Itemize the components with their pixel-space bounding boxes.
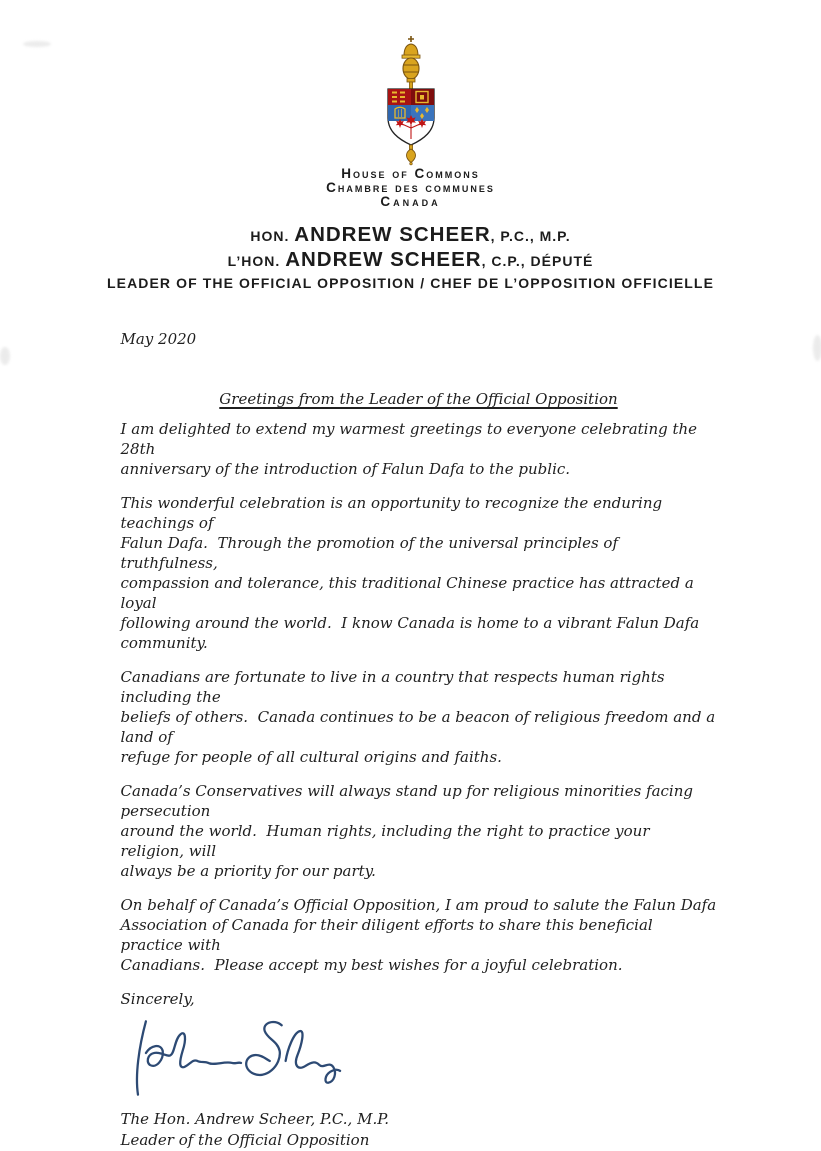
org-name-fr: Chambre des communes	[3, 181, 819, 195]
member-name-text-fr: ANDREW SCHEER	[285, 248, 481, 271]
signoff-name: The Hon. Andrew Scheer, P.C., M.P.	[121, 1109, 717, 1130]
honorific-prefix-en: HON.	[250, 228, 294, 244]
signoff-block	[121, 1109, 717, 1151]
letter-body	[121, 329, 717, 1151]
honorific-suffix-fr: , C.P., DÉPUTÉ	[482, 253, 594, 269]
org-block	[3, 167, 819, 209]
member-name-en	[3, 223, 819, 248]
letterhead	[3, 35, 819, 291]
role-title: LEADER OF THE OFFICIAL OPPOSITION / CHEF DE L’OPPOSITION OFFICIELLE	[3, 276, 819, 291]
paragraph-4	[121, 781, 717, 881]
paragraph-line: Canadians are fortunate to live in a country that respects human rights including the	[121, 667, 717, 707]
paragraph-line: Canada’s Conservatives will always stand up for religious minorities facing persecution	[121, 781, 717, 821]
paragraph-line: On behalf of Canada’s Official Opposition, I am proud to salute the Falun Dafa	[121, 895, 717, 915]
paragraph-line: compassion and tolerance, this traditional Chinese practice has attracted a loyal	[121, 573, 717, 613]
honorific-suffix-en: , P.C., M.P.	[491, 228, 571, 244]
house-of-commons-crest-icon	[365, 35, 457, 165]
paragraph-line: This wonderful celebration is an opportunity to recognize the enduring teachings of	[121, 493, 717, 533]
paragraph-5	[121, 895, 717, 975]
paragraph-line: around the world. Human rights, including the right to practice your religion, will	[121, 821, 717, 861]
letter-title	[121, 389, 717, 409]
handwritten-signature-icon	[135, 1017, 353, 1097]
member-name-fr	[3, 248, 819, 273]
paragraph-line: anniversary of the introduction of Falun Dafa to the public.	[121, 459, 717, 479]
letter-date: May 2020	[121, 329, 717, 349]
paragraph-2	[121, 493, 717, 653]
paragraph-line: following around the world. I know Canada is home to a vibrant Falun Dafa community.	[121, 613, 717, 653]
signoff-role: Leader of the Official Opposition	[121, 1130, 717, 1151]
scan-artifact	[813, 335, 821, 361]
paragraph-line: Falun Dafa. Through the promotion of the universal principles of truthfulness,	[121, 533, 717, 573]
paragraph-line: Canadians. Please accept my best wishes for a joyful celebration.	[121, 955, 717, 975]
honorific-prefix-fr: L’HON.	[228, 253, 286, 269]
signature	[135, 1017, 717, 1097]
paragraph-line: always be a priority for our party.	[121, 861, 717, 881]
paragraph-line: beliefs of others. Canada continues to be a beacon of religious freedom and a land of	[121, 707, 717, 747]
scan-artifact	[23, 41, 51, 47]
paragraph-line: I am delighted to extend my warmest greetings to everyone celebrating the 28th	[121, 419, 717, 459]
scan-artifact	[0, 347, 10, 365]
closing-salutation: Sincerely,	[121, 989, 717, 1009]
org-country: Canada	[3, 195, 819, 209]
member-name-text-en: ANDREW SCHEER	[294, 223, 490, 246]
paragraph-3	[121, 667, 717, 767]
paragraph-line: Association of Canada for their diligent efforts to share this beneficial practice with	[121, 915, 717, 955]
letter-page	[3, 35, 819, 1091]
org-name-en: House of Commons	[3, 167, 819, 181]
paragraph-line: refuge for people of all cultural origins and faiths.	[121, 747, 717, 767]
letter-title-text: Greetings from the Leader of the Official Opposition	[219, 390, 617, 408]
member-block	[3, 223, 819, 291]
paragraph-1	[121, 419, 717, 479]
